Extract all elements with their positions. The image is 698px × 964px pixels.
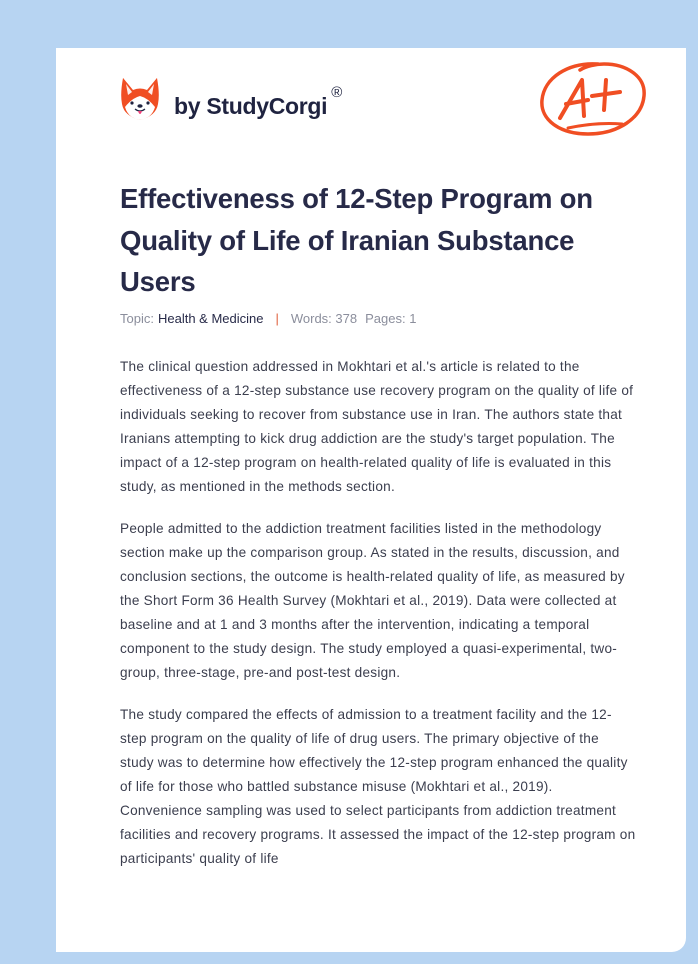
topic-link[interactable]: Health & Medicine — [157, 311, 264, 326]
registered-mark: ® — [331, 83, 343, 101]
page-count: Pages: 1 — [365, 311, 417, 326]
page-title: Effectiveness of 12-Step Program on Quality of Life of Iranian Substance Users — [120, 183, 593, 297]
paragraph: People admitted to the addiction treatment facilities listed in the methodology section make up the comparison group. As stated in the results, discussion, and conclusion sections, the outcome is health-related quality of life, as measured by the Short Form 36 Health Survey (Mokhtari et al., 2019). Data were collected at baseline and at 1 and 3 months after the intervention, indicating a temporal component to the study design. The study employed a quasi-experimental, two-group, three-stage, pre-and post-test design. — [120, 521, 625, 680]
topic-label: Topic: — [120, 311, 154, 326]
article-body — [120, 355, 636, 889]
document-card — [56, 48, 686, 952]
a-plus-grade-icon — [538, 58, 648, 140]
paragraph: The clinical question addressed in Mokhtari et al.'s article is related to the effectiveness of a 12-step substance use recovery program on the quality of life of individuals seeking to recover from substance use in Iran. The authors state that Iranians attempting to kick drug addiction are the study's target population. The impact of a 12-step program on health-related quality of life is evaluated in this study, as mentioned in the methods section. — [120, 359, 634, 494]
word-count: Words: 378 — [290, 311, 358, 326]
article-meta — [120, 311, 416, 326]
meta-separator: | — [275, 311, 279, 326]
brand-header[interactable] — [120, 74, 342, 124]
paragraph: The study compared the effects of admission to a treatment facility and the 12-step program on the quality of life of drug users. The primary objective of the study was to determine how effectively the 12-step program enhanced the quality of life for those who battled substance misuse (Mokhtari et al., 2019). Convenience sampling was used to select participants from addiction treatment facilities and recovery programs. It assessed the impact of the 12-step program on participants' quality of life — [120, 707, 636, 866]
brand-name: by StudyCorgi — [174, 92, 328, 119]
corgi-icon — [120, 76, 160, 122]
